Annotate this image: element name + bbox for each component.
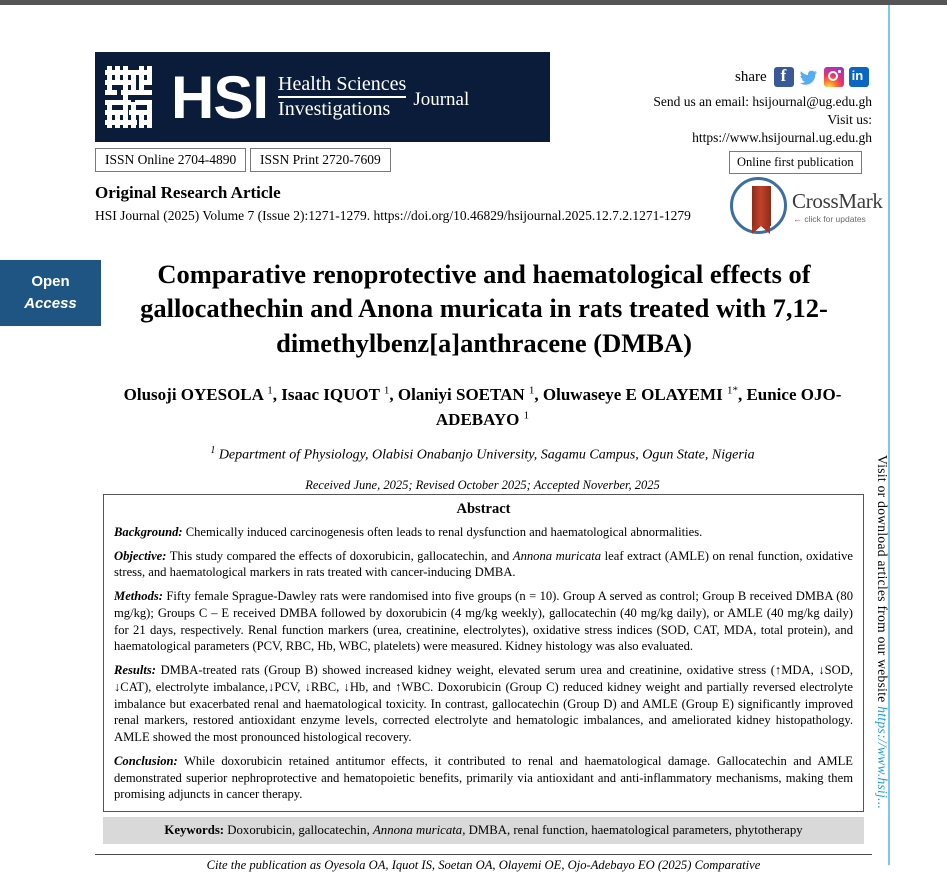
footer-citation: Cite the publication as Oyesola OA, Iquot IS, Soetan OA, Olayemi OE, Ojo-Adebayo EO (2025) Comparative — [206, 858, 761, 872]
crossmark-logo[interactable] — [730, 177, 883, 235]
keywords-species: Annona muricata — [372, 823, 463, 837]
keywords-bar — [103, 817, 864, 844]
author-3-affil-marker: 1 — [528, 384, 535, 397]
abstract-heading: Abstract — [456, 501, 511, 517]
side-vertical-note — [874, 455, 890, 875]
keywords-label: Keywords: — [164, 823, 225, 837]
article-title: Comparative renoprotective and haematological effects of gallocathechin and Anona muricata in rats treated with 7,12-dimethylbenz[a]anthracene (DMBA) — [140, 259, 828, 358]
side-note-url[interactable]: https://www.hsij... — [875, 706, 890, 810]
twitter-icon[interactable] — [799, 67, 819, 87]
issn-online-box: ISSN Online 2704-4890 — [95, 148, 246, 172]
side-note-text: Visit or download articles from our website — [875, 455, 890, 707]
journal-masthead — [95, 52, 550, 142]
abstract-conclusion-label: Conclusion: — [114, 753, 178, 768]
author-5-affil-marker: 1 — [523, 408, 530, 421]
abstract-methods-label: Methods: — [114, 589, 163, 604]
abstract-objective-species: Annona muricata — [512, 548, 602, 563]
crossmark-ring-icon — [730, 177, 787, 234]
crossmark-subtitle — [793, 214, 866, 224]
facebook-icon[interactable] — [774, 67, 794, 87]
contact-info — [648, 93, 872, 148]
author-sep-3: , Oluwaseye E OLAYEMI — [534, 385, 727, 404]
abstract-conclusion-text: While doxorubicin retained antitumor effects, it contributed to renal and haematological damage. Gallocatechin and AMLE demonstrated superior nephroprotective and hematopoietic benefits, primarily via antioxidant and anti-inflammatory mechanisms, making them promising adjuncts in cancer therapy. — [114, 753, 853, 802]
journal-fullname — [278, 74, 406, 120]
journal-website[interactable]: Visit us: https://www.hsijournal.ug.edu.gh — [692, 112, 872, 146]
author-sep-1: , Isaac IQUOT — [272, 385, 384, 404]
abstract-results-label: Results: — [114, 663, 156, 678]
author-1-affil-marker: 1 — [267, 384, 273, 397]
hsi-weave-emblem-icon — [105, 66, 167, 128]
submission-dates: Received June, 2025; Revised October 2025; Accepted Noverber, 2025 — [305, 478, 660, 492]
linkedin-icon[interactable] — [849, 67, 869, 87]
journal-fullname-top: Health Sciences — [278, 74, 406, 98]
open-access-badge — [0, 260, 101, 326]
journal-fullname-bottom: Investigations — [278, 98, 391, 120]
keywords-text-a: Doxorubicin, gallocatechin, — [224, 823, 373, 837]
journal-email[interactable]: Send us an email: hsijournal@ug.edu.gh — [653, 94, 872, 109]
pdf-page-sheet — [0, 5, 888, 872]
author-sep-2: , Olaniyi SOETAN — [389, 385, 529, 404]
crossmark-arrow-icon: ← — [793, 214, 802, 224]
author-sep-4: , Eunice OJO-ADEBAYO — [435, 385, 842, 429]
abstract-results — [114, 662, 853, 746]
instagram-icon[interactable] — [824, 67, 844, 87]
online-first-publication-badge: Online first publication — [729, 151, 862, 174]
open-access-line-1: Open — [31, 273, 70, 291]
abstract-results-text: DMBA-treated rats (Group B) showed increased kidney weight, elevated serum urea and creatinine, oxidative stress (↑MDA, ↓SOD, ↓CAT), electrolyte imbalance,↓PCV, ↓RBC, ↓Hb, and ↑WBC. Doxorubicin (Group C) reduced kidney weight and partially reversed electrolyte imbalance but exacerbated renal and haematological toxicity. In contrast, gallocatechin (Group D) and AMLE (Group E) significantly improved renal markers, restored antioxidant enzyme levels, corrected electrolyte and hematologic imbalances, and ameliorated kidney histopathology. AMLE showed the most pronounced histological recovery. — [114, 663, 853, 745]
abstract-methods-text: Fifty female Sprague-Dawley rats were randomised into five groups (n = 10). Group A served as control; Group B received DMBA (80 mg/kg); Groups C – E received DMBA followed by doxorubicin (4 mg/kg weekly), gallocatechin (40 mg/kg daily), or AMLE (40 mg/kg daily) for 21 days, respectively. Renal function markers (urea, creatinine, electrolytes), oxidative stress indices (SOD, CAT, MDA, total protein), and haematological parameters (PCV, RBC, Hb, WBC, platelets) were measured. Kidney histology was also evaluated. — [114, 589, 853, 654]
author-list — [95, 383, 870, 432]
page-right-gutter — [890, 5, 947, 865]
doi-citation-line[interactable]: HSI Journal (2025) Volume 7 (Issue 2):1271-1279. https://doi.org/10.46829/hsijournal.2025.12.7.2.1271-1279 — [95, 208, 691, 223]
crossmark-label: CrossMark — [792, 189, 883, 213]
affiliation-marker: 1 — [210, 445, 216, 456]
abstract-methods — [114, 588, 853, 655]
open-access-line-2: Access — [24, 295, 77, 312]
abstract-background-label: Background: — [114, 525, 183, 539]
share-label: share — [735, 68, 767, 85]
abstract-objective-text-a: This study compared the effects of doxorubicin, gallocatechin, and — [166, 548, 513, 563]
author-1: Olusoji OYESOLA — [123, 385, 268, 404]
abstract-box — [103, 494, 864, 812]
author-2-affil-marker: 1 — [383, 384, 390, 397]
share-row — [735, 67, 869, 87]
abstract-conclusion — [114, 753, 853, 803]
keywords-text-b: , DMBA, renal function, haematological parameters, phytotherapy — [462, 823, 803, 837]
crossmark-subtitle-text: click for updates — [804, 214, 866, 224]
issn-print-box: ISSN Print 2720-7609 — [250, 148, 391, 172]
hsi-wordmark: HSI — [171, 63, 269, 131]
abstract-objective-label: Objective: — [114, 548, 167, 563]
journal-word: Journal — [413, 89, 470, 110]
abstract-objective — [114, 548, 853, 581]
author-affiliation — [95, 445, 870, 464]
abstract-background-text: Chemically induced carcinogenesis often leads to renal dysfunction and haematological abnormalities. — [182, 525, 703, 539]
affiliation-text: Department of Physiology, Olabisi Onabanjo University, Sagamu Campus, Ogun State, Nigeria — [215, 447, 755, 463]
crossmark-bookmark-icon — [752, 186, 771, 226]
abstract-objective-text-b: leaf extract (AMLE) on renal function, oxidative stress, and haematological markers in rats treated with cancer-inducing DMBA. — [114, 548, 853, 580]
footer-divider — [95, 854, 872, 855]
abstract-background — [114, 524, 853, 541]
author-4-affil-marker: 1* — [726, 384, 738, 397]
article-type-label: Original Research Article — [95, 183, 281, 202]
